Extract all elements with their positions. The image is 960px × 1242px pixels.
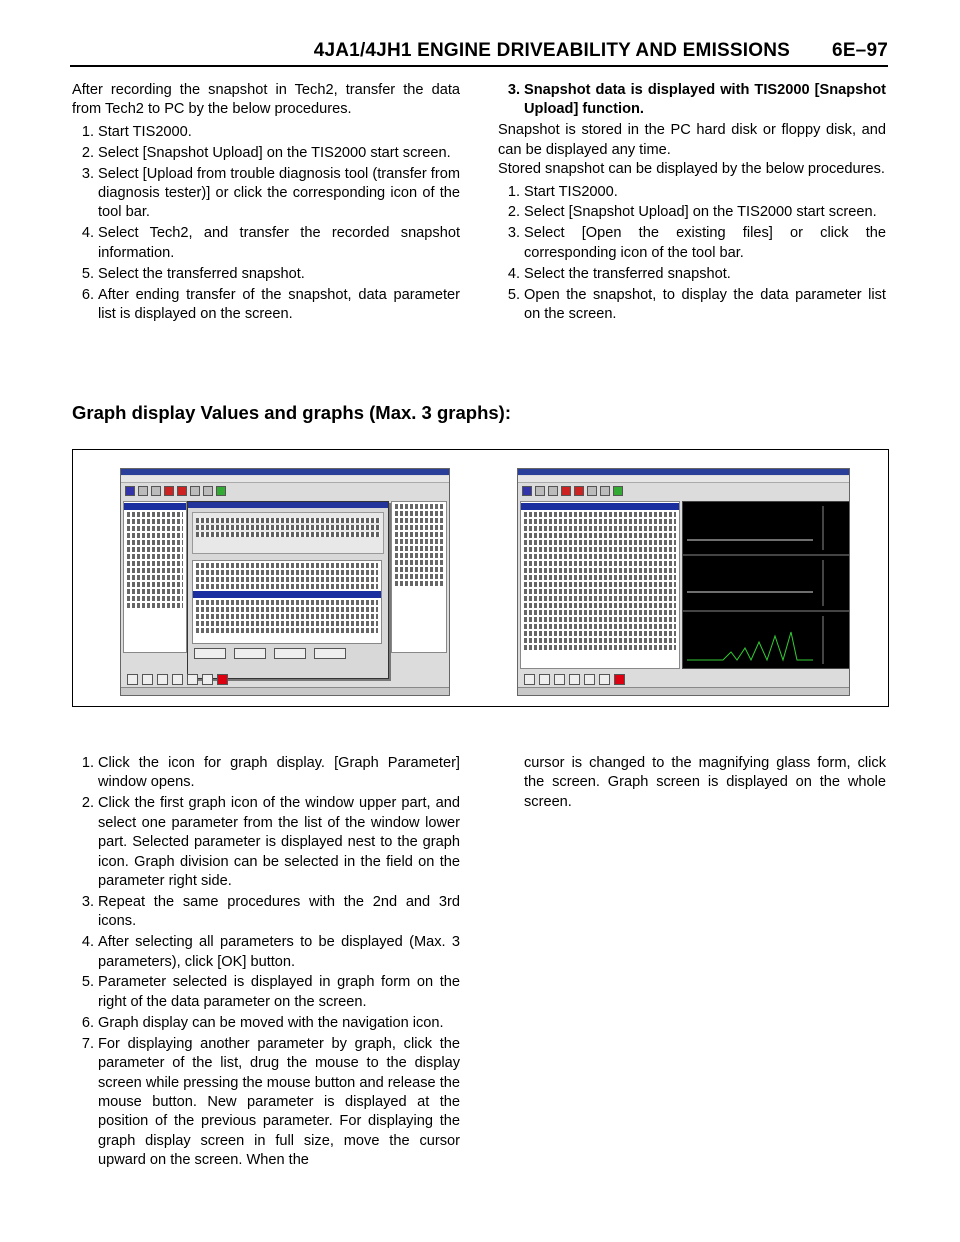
help-button[interactable] bbox=[314, 648, 346, 659]
list-item: 2 . Select [Snapshot Upload] on the TIS2000 start screen. bbox=[498, 203, 886, 222]
list-item: 4 . Select the transferred snapshot. bbox=[498, 265, 886, 284]
left-column-top bbox=[72, 81, 460, 326]
graph-2 bbox=[683, 556, 849, 610]
window-statusbar bbox=[121, 687, 449, 695]
list-item: 5 . Open the snapshot, to display the data parameter list on the screen. bbox=[498, 286, 886, 325]
clear-button[interactable] bbox=[274, 648, 306, 659]
header-rule bbox=[70, 65, 888, 67]
toolbar-icon bbox=[522, 486, 532, 496]
window-titlebar bbox=[518, 469, 849, 475]
section-title: Graph display Values and graphs (Max. 3 graphs): bbox=[72, 402, 511, 423]
navigation-bar bbox=[121, 671, 449, 687]
nav-step-icon bbox=[202, 674, 213, 685]
toolbar-icon bbox=[151, 486, 161, 496]
list-item: 1 . Start TIS2000. bbox=[498, 183, 886, 202]
figure-screenshots bbox=[72, 449, 889, 707]
list-item: 2 . Select [Snapshot Upload] on the TIS2000 start screen. bbox=[72, 144, 460, 163]
snapshot-paragraph-1: Snapshot is stored in the PC hard disk or floppy disk, and can be displayed any time. bbox=[498, 122, 886, 158]
toolbar-icon bbox=[561, 486, 571, 496]
nav-first-icon bbox=[127, 674, 138, 685]
window-toolbar bbox=[121, 484, 449, 497]
graph-parameter-dialog bbox=[187, 501, 389, 679]
list-item: 3 . Select [Open the existing files] or click the corresponding icon of the tool bar. bbox=[498, 224, 886, 263]
value-list-pane bbox=[391, 501, 447, 653]
dialog-parameter-list bbox=[192, 560, 382, 644]
nav-prev-icon bbox=[539, 674, 550, 685]
toolbar-icon bbox=[203, 486, 213, 496]
list-item: 3 . Repeat the same procedures with the 2nd and 3rd icons. bbox=[72, 893, 460, 932]
toolbar-icon bbox=[138, 486, 148, 496]
header-title: 4JA1/4JH1 ENGINE DRIVEABILITY AND EMISSIONS bbox=[313, 40, 791, 61]
graph-steps bbox=[72, 754, 460, 1171]
nav-play-icon bbox=[157, 674, 168, 685]
graph-display-screenshot bbox=[517, 468, 850, 696]
intro-paragraph: After recording the snapshot in Tech2, transfer the data from Tech2 to PC by the below procedures. bbox=[72, 82, 460, 118]
cancel-button[interactable] bbox=[234, 648, 266, 659]
nav-prev-icon bbox=[142, 674, 153, 685]
toolbar-icon bbox=[574, 486, 584, 496]
window-toolbar bbox=[518, 484, 849, 497]
list-item: 1 . Click the icon for graph display. [Graph Parameter] window opens. bbox=[72, 754, 460, 793]
snapshot-paragraph-2: Stored snapshot can be displayed by the below procedures. bbox=[498, 161, 885, 178]
toolbar-icon bbox=[613, 486, 623, 496]
snapshot-heading: 3 . Snapshot data is displayed with TIS2000 [Snapshot Upload] function. bbox=[498, 81, 886, 120]
graph-pane-3 bbox=[682, 611, 850, 669]
display-steps bbox=[498, 183, 886, 325]
nav-stop-icon bbox=[217, 674, 228, 685]
nav-step-icon bbox=[599, 674, 610, 685]
window-statusbar bbox=[518, 687, 849, 695]
nav-stop-icon bbox=[614, 674, 625, 685]
ok-button[interactable] bbox=[194, 648, 226, 659]
list-item: 6 . Graph display can be moved with the navigation icon. bbox=[72, 1014, 460, 1033]
left-column-bottom bbox=[72, 754, 460, 1172]
navigation-bar bbox=[518, 671, 849, 687]
window-titlebar bbox=[121, 469, 449, 475]
dialog-buttons bbox=[194, 648, 346, 659]
dialog-titlebar bbox=[188, 502, 388, 508]
list-item: 3 . Select [Upload from trouble diagnosis tool (transfer from diagnosis tester)] or click the corresponding icon of the tool bar. bbox=[72, 165, 460, 223]
toolbar-icon bbox=[125, 486, 135, 496]
graph-parameter-screenshot bbox=[120, 468, 450, 696]
list-item: 5 . Select the transferred snapshot. bbox=[72, 265, 460, 284]
list-item: 6 . After ending transfer of the snapshot, data parameter list is displayed on the screen. bbox=[72, 286, 460, 325]
right-column-top bbox=[498, 81, 886, 326]
toolbar-icon bbox=[587, 486, 597, 496]
nav-last-icon bbox=[187, 674, 198, 685]
nav-next-icon bbox=[172, 674, 183, 685]
list-item: 4 . After selecting all parameters to be displayed (Max. 3 parameters), click [OK] button. bbox=[72, 933, 460, 972]
nav-next-icon bbox=[569, 674, 580, 685]
graph-slots bbox=[192, 512, 384, 554]
list-item: 2 . Click the first graph icon of the window upper part, and select one parameter from the list of the window lower part. Selected parameter is displayed nest to the graph icon. Graph division can be selected in the field on the parameter right side. bbox=[72, 794, 460, 891]
toolbar-icon bbox=[177, 486, 187, 496]
window-menubar bbox=[121, 476, 449, 483]
nav-last-icon bbox=[584, 674, 595, 685]
list-item: 7 . For displaying another parameter by graph, click the parameter of the list, drug the mouse to the display screen while pressing the mouse button and release the mouse button. New parameter is displayed at the position of the previous parameter. For displaying the graph display screen in full size, move the cursor upward on the screen. When the bbox=[72, 1035, 460, 1171]
data-parameter-list bbox=[520, 501, 680, 669]
graph-pane-2 bbox=[682, 555, 850, 611]
list-item: 5 . Parameter selected is displayed in graph form on the right of the data parameter on the screen. bbox=[72, 973, 460, 1012]
toolbar-icon bbox=[548, 486, 558, 496]
nav-first-icon bbox=[524, 674, 535, 685]
window-menubar bbox=[518, 476, 849, 483]
toolbar-icon bbox=[600, 486, 610, 496]
toolbar-icon bbox=[164, 486, 174, 496]
graph-pane-1 bbox=[682, 501, 850, 555]
nav-play-icon bbox=[554, 674, 565, 685]
graph-1 bbox=[683, 502, 849, 554]
toolbar-icon bbox=[535, 486, 545, 496]
transfer-steps bbox=[72, 123, 460, 325]
page-number: 6E–97 bbox=[832, 40, 888, 61]
page-header bbox=[70, 40, 888, 62]
toolbar-icon bbox=[190, 486, 200, 496]
continuation-paragraph: cursor is changed to the magnifying glass form, click the screen. Graph screen is displayed on the whole screen. bbox=[524, 755, 886, 810]
graph-3 bbox=[683, 612, 849, 668]
list-item: 4 . Select Tech2, and transfer the recorded snapshot information. bbox=[72, 224, 460, 263]
toolbar-icon bbox=[216, 486, 226, 496]
list-item: 1 . Start TIS2000. bbox=[72, 123, 460, 142]
right-column-bottom bbox=[498, 754, 886, 812]
parameter-list-pane bbox=[123, 501, 187, 653]
